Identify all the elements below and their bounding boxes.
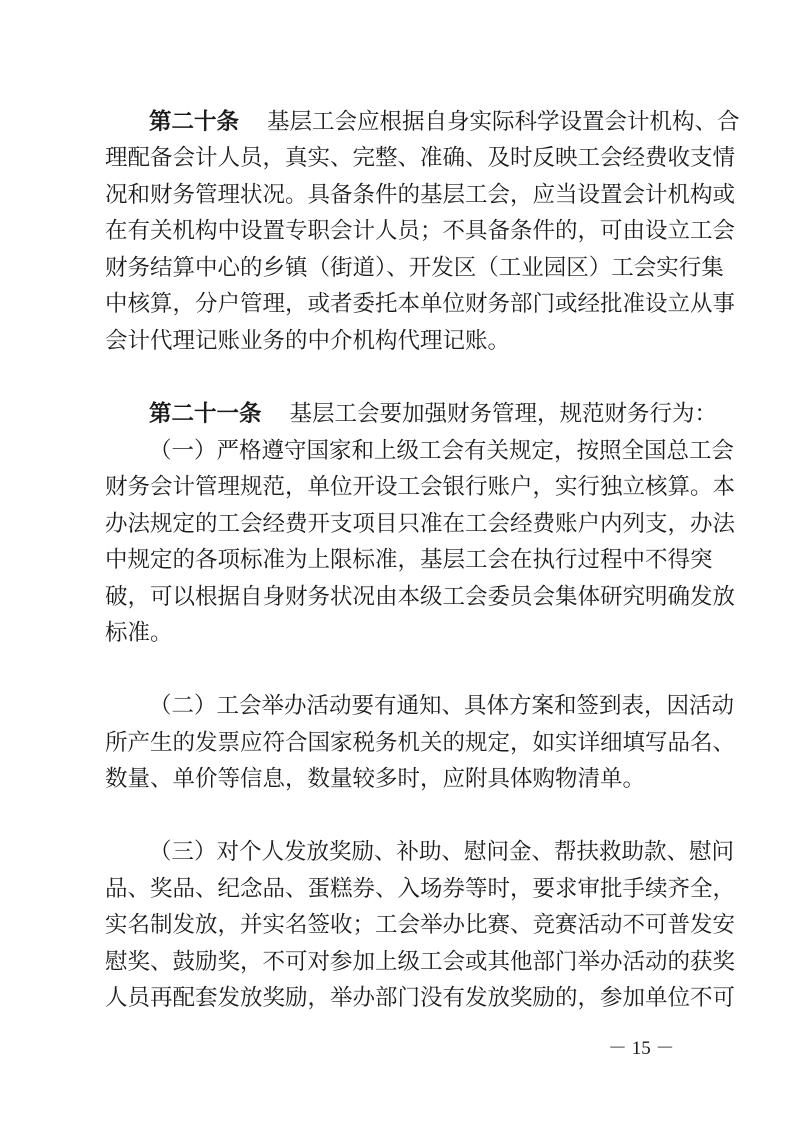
article-20-first-line [149,107,740,137]
page-number: － 15 － [608,1038,675,1059]
article-20-line: 理配备会计人员，真实、完整、准确、及时反映工会经费收支情 [105,145,736,171]
item-3-line: 慰奖、鼓励奖，不可对参加上级工会或其他部门举办活动的获奖 [105,949,736,975]
article-20-line: 财务结算中心的乡镇（街道）、开发区（工业园区）工会实行集 [105,255,724,281]
item-3-first-line: （三）对个人发放奖励、补助、慰问金、帮扶救助款、慰问 [149,839,735,865]
article-20-line: 中核算，分户管理，或者委托本单位财务部门或经批准设立从事 [105,291,736,317]
article-20-text: 基层工会应根据自身实际科学设置会计机构、合 [267,109,740,135]
article-20-line: 况和财务管理状况。具备条件的基层工会，应当设置会计机构或 [105,182,736,208]
article-20-line: 会计代理记账业务的中介机构代理记账。 [105,328,511,354]
article-20-line: 在有关机构中设置专职会计人员；不具备条件的，可由设立工会 [105,218,736,244]
item-1-line: 破，可以根据自身财务状况由本级工会委员会集体研究明确发放 [105,584,736,610]
article-21-text: 基层工会要加强财务管理，规范财务行为： [289,401,718,427]
article-21-first-line [149,399,718,429]
item-1-line: 办法规定的工会经费开支项目只准在工会经费账户内列支，办法 [105,511,736,537]
item-1-line: 财务会计管理规范，单位开设工会银行账户，实行独立核算。本 [105,474,736,500]
item-3-line: 品、奖品、纪念品、蛋糕券、入场券等时，要求审批手续齐全， [105,876,736,902]
article-20-heading: 第二十条 [149,109,240,135]
item-3-line: 人员再配套发放奖励，举办部门没有发放奖励的，参加单位不可 [105,985,736,1011]
item-1-first-line: （一）严格遵守国家和上级工会有关规定，按照全国总工会 [149,438,735,464]
item-2-line: 所产生的发票应符合国家税务机关的规定，如实详细填写品名、 [105,730,736,756]
item-1-line: 中规定的各项标准为上限标准，基层工会在执行过程中不得突 [105,547,713,573]
item-1-line: 标准。 [105,620,173,646]
article-21-heading: 第二十一条 [149,401,262,427]
item-3-line: 实名制发放，并实名签收；工会举办比赛、竞赛活动不可普发安 [105,912,736,938]
item-2-line: 数量、单价等信息，数量较多时，应附具体购物清单。 [105,766,646,792]
item-2-first-line: （二）工会举办活动要有通知、具体方案和签到表，因活动 [149,693,735,719]
